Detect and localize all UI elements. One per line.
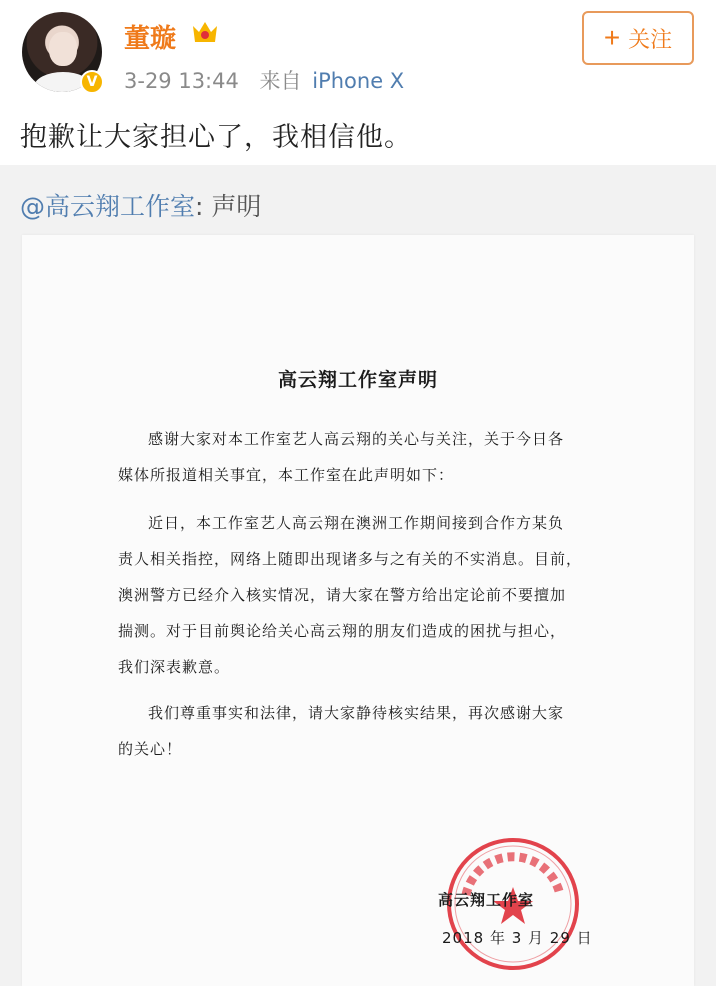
statement-title: 高云翔工作室声明 <box>277 369 438 391</box>
paragraph-line: 近日，本工作室艺人高云翔在澳洲工作期间接到合作方某负 <box>148 514 565 532</box>
statement-signature: 高云翔工作室 <box>438 891 535 909</box>
repost-header <box>20 187 261 223</box>
paragraph-line: 的关心！ <box>118 740 183 758</box>
username[interactable]: 董璇 <box>124 24 177 54</box>
repost-card[interactable] <box>0 165 716 986</box>
post-time: 3-29 13:44 <box>124 69 239 93</box>
crown-icon <box>190 18 220 46</box>
follow-button[interactable] <box>582 11 694 65</box>
paragraph-line: 澳洲警方已经介入核实情况，请大家在警方给出定论前不要擅加 <box>118 586 567 604</box>
statement-date: 2018 年 3 月 29 日 <box>442 929 593 947</box>
repost-suffix: : 声明 <box>195 192 262 221</box>
paragraph-line: 责人相关指控，网络上随即出现诸多与之有关的不实消息。目前， <box>118 550 583 568</box>
repost-mention[interactable]: @高云翔工作室 <box>20 192 196 221</box>
statement-paragraph-1 <box>118 421 618 493</box>
follow-label: 关注 <box>628 26 673 52</box>
post-text: 抱歉让大家担心了，我相信他。 <box>20 122 412 153</box>
post-meta <box>124 65 404 95</box>
paragraph-line: 揣测。对于目前舆论给关心高云翔的朋友们造成的困扰与担心， <box>118 622 567 640</box>
post-header <box>0 0 716 110</box>
plus-icon: + <box>603 22 621 53</box>
paragraph-line: 我们深表歉意。 <box>118 658 231 676</box>
avatar-face <box>49 32 77 66</box>
post-source-prefix: 来自 <box>259 69 302 93</box>
post-device[interactable]: iPhone X <box>312 69 405 93</box>
statement-paragraph-2 <box>118 505 618 685</box>
statement-image[interactable] <box>22 235 694 986</box>
paragraph-line: 感谢大家对本工作室艺人高云翔的关心与关注，关于今日各 <box>148 430 565 448</box>
paragraph-line: 媒体所报道相关事宜，本工作室在此声明如下： <box>118 466 455 484</box>
paragraph-line: 我们尊重事实和法律，请大家静待核实结果，再次感谢大家 <box>148 704 565 722</box>
statement-paragraph-3 <box>118 695 618 767</box>
verified-v-icon: V <box>80 70 104 94</box>
